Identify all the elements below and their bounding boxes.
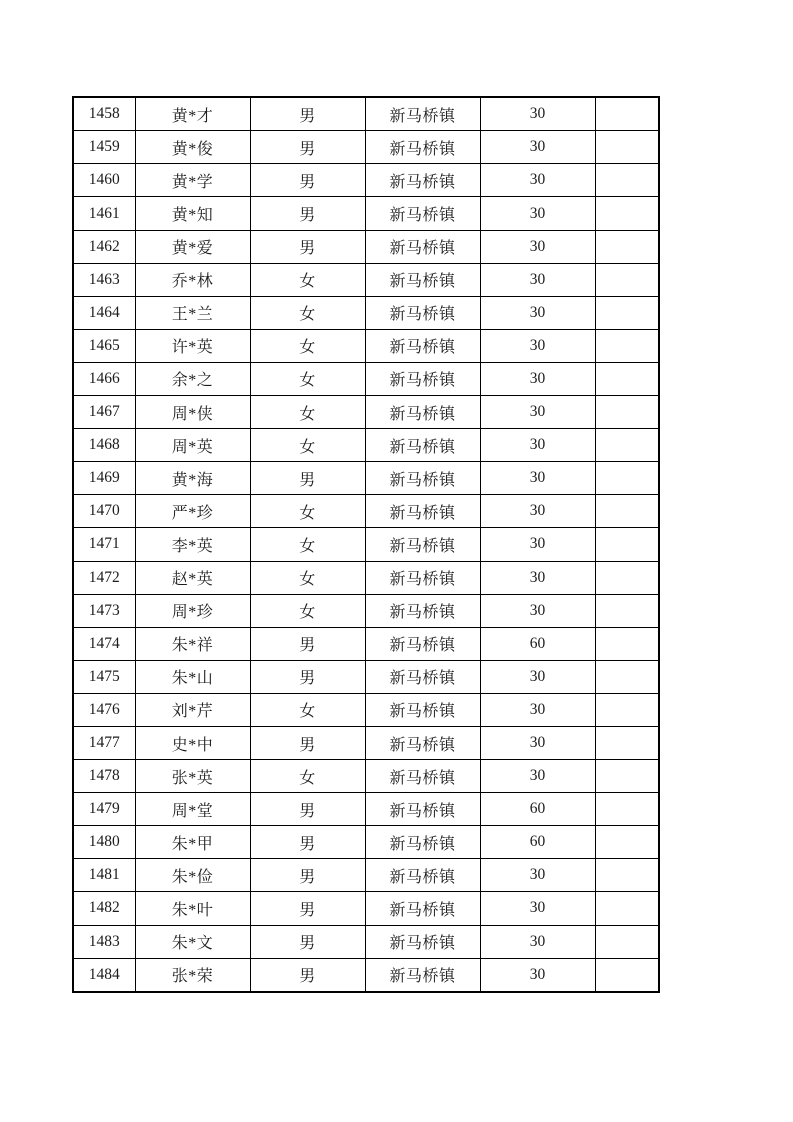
cell-town: 新马桥镇 [365, 329, 480, 362]
table-row [73, 793, 659, 826]
cell-gender: 男 [250, 164, 365, 197]
table-row [73, 429, 659, 462]
cell-gender: 男 [250, 726, 365, 759]
cell-gender: 男 [250, 892, 365, 925]
cell-gender: 男 [250, 197, 365, 230]
cell-id: 1459 [73, 131, 135, 164]
cell-gender: 女 [250, 693, 365, 726]
cell-amount: 30 [480, 958, 595, 992]
cell-name: 王*兰 [135, 296, 250, 329]
table-row [73, 396, 659, 429]
cell-note [595, 561, 659, 594]
cell-note [595, 296, 659, 329]
table-row [73, 329, 659, 362]
cell-name: 朱*文 [135, 925, 250, 958]
cell-amount: 30 [480, 660, 595, 693]
cell-gender: 男 [250, 793, 365, 826]
cell-name: 黄*俊 [135, 131, 250, 164]
cell-amount: 30 [480, 164, 595, 197]
cell-gender: 男 [250, 859, 365, 892]
cell-town: 新马桥镇 [365, 131, 480, 164]
cell-amount: 30 [480, 561, 595, 594]
cell-name: 黄*海 [135, 462, 250, 495]
cell-note [595, 660, 659, 693]
cell-note [595, 892, 659, 925]
cell-id: 1473 [73, 594, 135, 627]
cell-name: 周*堂 [135, 793, 250, 826]
cell-id: 1474 [73, 627, 135, 660]
cell-note [595, 197, 659, 230]
cell-amount: 30 [480, 760, 595, 793]
table-row [73, 859, 659, 892]
cell-name: 张*英 [135, 760, 250, 793]
cell-name: 张*荣 [135, 958, 250, 992]
cell-town: 新马桥镇 [365, 958, 480, 992]
cell-town: 新马桥镇 [365, 925, 480, 958]
cell-note [595, 429, 659, 462]
cell-id: 1472 [73, 561, 135, 594]
cell-id: 1463 [73, 263, 135, 296]
table-row [73, 660, 659, 693]
cell-id: 1464 [73, 296, 135, 329]
cell-id: 1478 [73, 760, 135, 793]
cell-name: 朱*山 [135, 660, 250, 693]
cell-name: 余*之 [135, 362, 250, 395]
cell-town: 新马桥镇 [365, 826, 480, 859]
cell-name: 李*英 [135, 528, 250, 561]
cell-town: 新马桥镇 [365, 362, 480, 395]
table-row [73, 230, 659, 263]
cell-town: 新马桥镇 [365, 296, 480, 329]
table-row [73, 462, 659, 495]
cell-name: 朱*叶 [135, 892, 250, 925]
cell-gender: 男 [250, 131, 365, 164]
cell-gender: 男 [250, 97, 365, 131]
cell-amount: 30 [480, 230, 595, 263]
cell-note [595, 859, 659, 892]
cell-name: 乔*林 [135, 263, 250, 296]
cell-amount: 30 [480, 296, 595, 329]
cell-gender: 女 [250, 495, 365, 528]
cell-town: 新马桥镇 [365, 660, 480, 693]
cell-town: 新马桥镇 [365, 528, 480, 561]
cell-amount: 30 [480, 693, 595, 726]
cell-id: 1482 [73, 892, 135, 925]
table-row [73, 958, 659, 992]
cell-gender: 男 [250, 925, 365, 958]
cell-town: 新马桥镇 [365, 892, 480, 925]
cell-note [595, 826, 659, 859]
cell-name: 朱*俭 [135, 859, 250, 892]
cell-note [595, 164, 659, 197]
cell-name: 周*英 [135, 429, 250, 462]
table-row [73, 528, 659, 561]
cell-gender: 女 [250, 263, 365, 296]
cell-amount: 30 [480, 131, 595, 164]
cell-amount: 30 [480, 263, 595, 296]
cell-id: 1479 [73, 793, 135, 826]
cell-name: 史*中 [135, 726, 250, 759]
cell-id: 1461 [73, 197, 135, 230]
table-row [73, 131, 659, 164]
cell-id: 1467 [73, 396, 135, 429]
cell-town: 新马桥镇 [365, 230, 480, 263]
cell-gender: 女 [250, 296, 365, 329]
table-row [73, 726, 659, 759]
cell-name: 许*英 [135, 329, 250, 362]
cell-town: 新马桥镇 [365, 859, 480, 892]
cell-id: 1476 [73, 693, 135, 726]
table-row [73, 495, 659, 528]
cell-town: 新马桥镇 [365, 429, 480, 462]
cell-gender: 男 [250, 462, 365, 495]
table-row [73, 362, 659, 395]
cell-id: 1460 [73, 164, 135, 197]
cell-note [595, 131, 659, 164]
cell-town: 新马桥镇 [365, 263, 480, 296]
cell-amount: 30 [480, 329, 595, 362]
cell-name: 朱*祥 [135, 627, 250, 660]
cell-town: 新马桥镇 [365, 164, 480, 197]
cell-id: 1458 [73, 97, 135, 131]
table-row [73, 627, 659, 660]
table-row [73, 925, 659, 958]
table-row [73, 594, 659, 627]
cell-note [595, 329, 659, 362]
cell-id: 1469 [73, 462, 135, 495]
cell-amount: 30 [480, 892, 595, 925]
cell-gender: 男 [250, 230, 365, 263]
cell-amount: 30 [480, 726, 595, 759]
cell-note [595, 230, 659, 263]
cell-gender: 女 [250, 594, 365, 627]
cell-amount: 60 [480, 793, 595, 826]
cell-name: 黄*学 [135, 164, 250, 197]
cell-town: 新马桥镇 [365, 561, 480, 594]
cell-note [595, 925, 659, 958]
cell-gender: 女 [250, 561, 365, 594]
table-row [73, 164, 659, 197]
cell-amount: 30 [480, 396, 595, 429]
table-row [73, 693, 659, 726]
cell-amount: 30 [480, 429, 595, 462]
cell-note [595, 362, 659, 395]
cell-note [595, 462, 659, 495]
cell-note [595, 594, 659, 627]
cell-name: 刘*芹 [135, 693, 250, 726]
table-row [73, 561, 659, 594]
cell-note [595, 760, 659, 793]
cell-id: 1483 [73, 925, 135, 958]
cell-id: 1477 [73, 726, 135, 759]
cell-town: 新马桥镇 [365, 793, 480, 826]
cell-town: 新马桥镇 [365, 396, 480, 429]
cell-gender: 男 [250, 826, 365, 859]
cell-id: 1470 [73, 495, 135, 528]
cell-amount: 30 [480, 362, 595, 395]
cell-amount: 30 [480, 528, 595, 561]
cell-gender: 男 [250, 958, 365, 992]
records-table [72, 96, 660, 993]
cell-note [595, 627, 659, 660]
cell-name: 周*珍 [135, 594, 250, 627]
cell-town: 新马桥镇 [365, 594, 480, 627]
cell-note [595, 726, 659, 759]
cell-note [595, 263, 659, 296]
cell-id: 1481 [73, 859, 135, 892]
cell-town: 新马桥镇 [365, 627, 480, 660]
records-table-body [73, 97, 659, 992]
cell-town: 新马桥镇 [365, 197, 480, 230]
cell-id: 1462 [73, 230, 135, 263]
cell-note [595, 495, 659, 528]
cell-town: 新马桥镇 [365, 495, 480, 528]
cell-note [595, 958, 659, 992]
cell-gender: 男 [250, 660, 365, 693]
cell-amount: 60 [480, 627, 595, 660]
cell-town: 新马桥镇 [365, 760, 480, 793]
cell-town: 新马桥镇 [365, 693, 480, 726]
table-row [73, 263, 659, 296]
cell-amount: 30 [480, 594, 595, 627]
cell-id: 1466 [73, 362, 135, 395]
cell-name: 朱*甲 [135, 826, 250, 859]
table-row [73, 97, 659, 131]
cell-id: 1475 [73, 660, 135, 693]
cell-amount: 30 [480, 925, 595, 958]
cell-note [595, 693, 659, 726]
cell-gender: 女 [250, 329, 365, 362]
cell-amount: 30 [480, 197, 595, 230]
cell-note [595, 528, 659, 561]
cell-town: 新马桥镇 [365, 726, 480, 759]
cell-note [595, 396, 659, 429]
cell-gender: 女 [250, 396, 365, 429]
cell-name: 黄*才 [135, 97, 250, 131]
table-row [73, 892, 659, 925]
table-row [73, 826, 659, 859]
cell-name: 黄*知 [135, 197, 250, 230]
cell-id: 1465 [73, 329, 135, 362]
cell-amount: 30 [480, 97, 595, 131]
cell-gender: 女 [250, 429, 365, 462]
cell-amount: 60 [480, 826, 595, 859]
cell-name: 周*侠 [135, 396, 250, 429]
table-row [73, 296, 659, 329]
cell-name: 严*珍 [135, 495, 250, 528]
cell-id: 1480 [73, 826, 135, 859]
cell-amount: 30 [480, 495, 595, 528]
cell-gender: 女 [250, 760, 365, 793]
cell-id: 1471 [73, 528, 135, 561]
cell-amount: 30 [480, 859, 595, 892]
cell-gender: 女 [250, 528, 365, 561]
cell-note [595, 793, 659, 826]
table-row [73, 197, 659, 230]
table-row [73, 760, 659, 793]
cell-town: 新马桥镇 [365, 97, 480, 131]
cell-id: 1468 [73, 429, 135, 462]
cell-town: 新马桥镇 [365, 462, 480, 495]
cell-gender: 男 [250, 627, 365, 660]
cell-id: 1484 [73, 958, 135, 992]
cell-note [595, 97, 659, 131]
cell-amount: 30 [480, 462, 595, 495]
cell-gender: 女 [250, 362, 365, 395]
cell-name: 赵*英 [135, 561, 250, 594]
cell-name: 黄*爱 [135, 230, 250, 263]
